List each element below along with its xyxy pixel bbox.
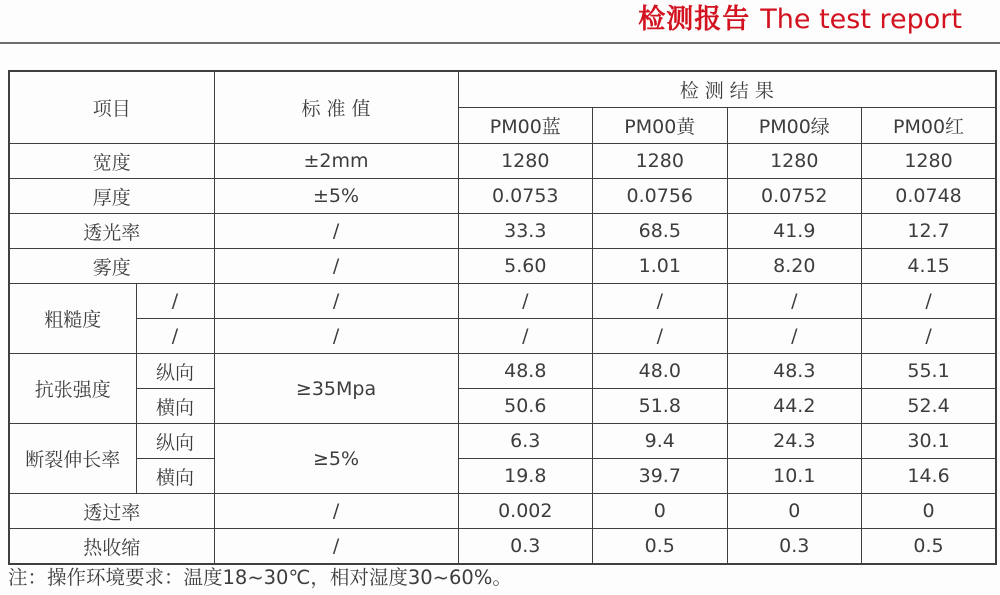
result-cell: 12.7: [862, 214, 997, 249]
column-header-sample-pm00-green: PM00绿: [727, 108, 862, 144]
result-cell: 0.0756: [593, 179, 728, 214]
table-row-transmission-rate: [9, 494, 996, 529]
result-cell: /: [593, 284, 728, 319]
result-cell: 24.3: [727, 424, 862, 459]
result-cell: 30.1: [862, 424, 997, 459]
test-report-table: [8, 70, 997, 565]
result-cell: 44.2: [727, 389, 862, 424]
result-cell: 0: [593, 494, 728, 529]
result-cell: 0.3: [727, 529, 862, 565]
result-cell: 0.0752: [727, 179, 862, 214]
column-header-sample-pm00-blue: PM00蓝: [458, 108, 593, 144]
result-cell: 0.002: [458, 494, 593, 529]
result-cell: 4.15: [862, 249, 997, 284]
standard-value-cell: /: [214, 284, 458, 319]
sub-row-label-transverse: 横向: [136, 389, 214, 424]
standard-value-cell: ≥35Mpa: [214, 354, 458, 424]
column-header-test-results: 检 测 结 果: [458, 71, 996, 108]
column-header-item: 项目: [9, 71, 214, 144]
result-cell: 0.3: [458, 529, 593, 565]
row-label-width: 宽度: [9, 144, 214, 179]
row-label-haze: 雾度: [9, 249, 214, 284]
result-cell: /: [593, 319, 728, 354]
table-row-heat-shrinkage: [9, 529, 996, 565]
table-row-light-transmittance: [9, 214, 996, 249]
result-cell: /: [458, 284, 593, 319]
table-row-tensile-strength-md: [9, 354, 996, 389]
sub-row-label-longitudinal: 纵向: [136, 354, 214, 389]
row-label-tensile-strength: 抗张强度: [9, 354, 136, 424]
title-divider-rule: [0, 42, 1000, 44]
standard-value-cell: /: [214, 494, 458, 529]
table-row-thickness: [9, 179, 996, 214]
result-cell: 8.20: [727, 249, 862, 284]
result-cell: 55.1: [862, 354, 997, 389]
result-cell: /: [862, 319, 997, 354]
table-row-haze: [9, 249, 996, 284]
row-label-heat-shrinkage: 热收缩: [9, 529, 214, 565]
table-row-width: [9, 144, 996, 179]
result-cell: 0.0753: [458, 179, 593, 214]
result-cell: 6.3: [458, 424, 593, 459]
result-cell: 50.6: [458, 389, 593, 424]
sub-row-label: /: [136, 284, 214, 319]
standard-value-cell: ≥5%: [214, 424, 458, 494]
row-label-elongation-at-break: 断裂伸长率: [9, 424, 136, 494]
result-cell: 0.0748: [862, 179, 997, 214]
row-label-transmission-rate: 透过率: [9, 494, 214, 529]
result-cell: 33.3: [458, 214, 593, 249]
result-cell: 10.1: [727, 459, 862, 494]
result-cell: 0: [727, 494, 862, 529]
table-row-elongation-md: [9, 424, 996, 459]
result-cell: 39.7: [593, 459, 728, 494]
column-header-sample-pm00-red: PM00红: [862, 108, 997, 144]
standard-value-cell: /: [214, 529, 458, 565]
column-header-sample-pm00-yellow: PM00黄: [593, 108, 728, 144]
page-title-chinese: 检测报告: [638, 4, 751, 35]
result-cell: 48.8: [458, 354, 593, 389]
result-cell: 48.3: [727, 354, 862, 389]
result-cell: 1.01: [593, 249, 728, 284]
standard-value-cell: ±5%: [214, 179, 458, 214]
row-label-roughness: 粗糙度: [9, 284, 136, 354]
result-cell: 1280: [593, 144, 728, 179]
column-header-standard-value: 标 准 值: [214, 71, 458, 144]
result-cell: 5.60: [458, 249, 593, 284]
result-cell: 48.0: [593, 354, 728, 389]
result-cell: 14.6: [862, 459, 997, 494]
table-row-roughness-1: [9, 284, 996, 319]
sub-row-label-longitudinal: 纵向: [136, 424, 214, 459]
sub-row-label: /: [136, 319, 214, 354]
result-cell: 0.5: [593, 529, 728, 565]
result-cell: 1280: [727, 144, 862, 179]
result-cell: 0: [862, 494, 997, 529]
standard-value-cell: /: [214, 214, 458, 249]
table-row-elongation-td: [9, 459, 996, 494]
result-cell: /: [727, 284, 862, 319]
result-cell: /: [458, 319, 593, 354]
table-row-tensile-strength-td: [9, 389, 996, 424]
result-cell: 52.4: [862, 389, 997, 424]
result-cell: /: [862, 284, 997, 319]
standard-value-cell: /: [214, 249, 458, 284]
result-cell: 41.9: [727, 214, 862, 249]
sub-row-label-transverse: 横向: [136, 459, 214, 494]
row-label-thickness: 厚度: [9, 179, 214, 214]
result-cell: 51.8: [593, 389, 728, 424]
result-cell: /: [727, 319, 862, 354]
result-cell: 0.5: [862, 529, 997, 565]
standard-value-cell: /: [214, 319, 458, 354]
standard-value-cell: ±2mm: [214, 144, 458, 179]
result-cell: 68.5: [593, 214, 728, 249]
page-title-english: The test report: [760, 4, 962, 35]
result-cell: 1280: [458, 144, 593, 179]
page-title: [638, 3, 962, 37]
result-cell: 1280: [862, 144, 997, 179]
row-label-light-transmittance: 透光率: [9, 214, 214, 249]
result-cell: 19.8: [458, 459, 593, 494]
table-row-roughness-2: [9, 319, 996, 354]
result-cell: 9.4: [593, 424, 728, 459]
environment-note: 注：操作环境要求：温度18~30℃，相对湿度30~60%。: [8, 566, 512, 589]
